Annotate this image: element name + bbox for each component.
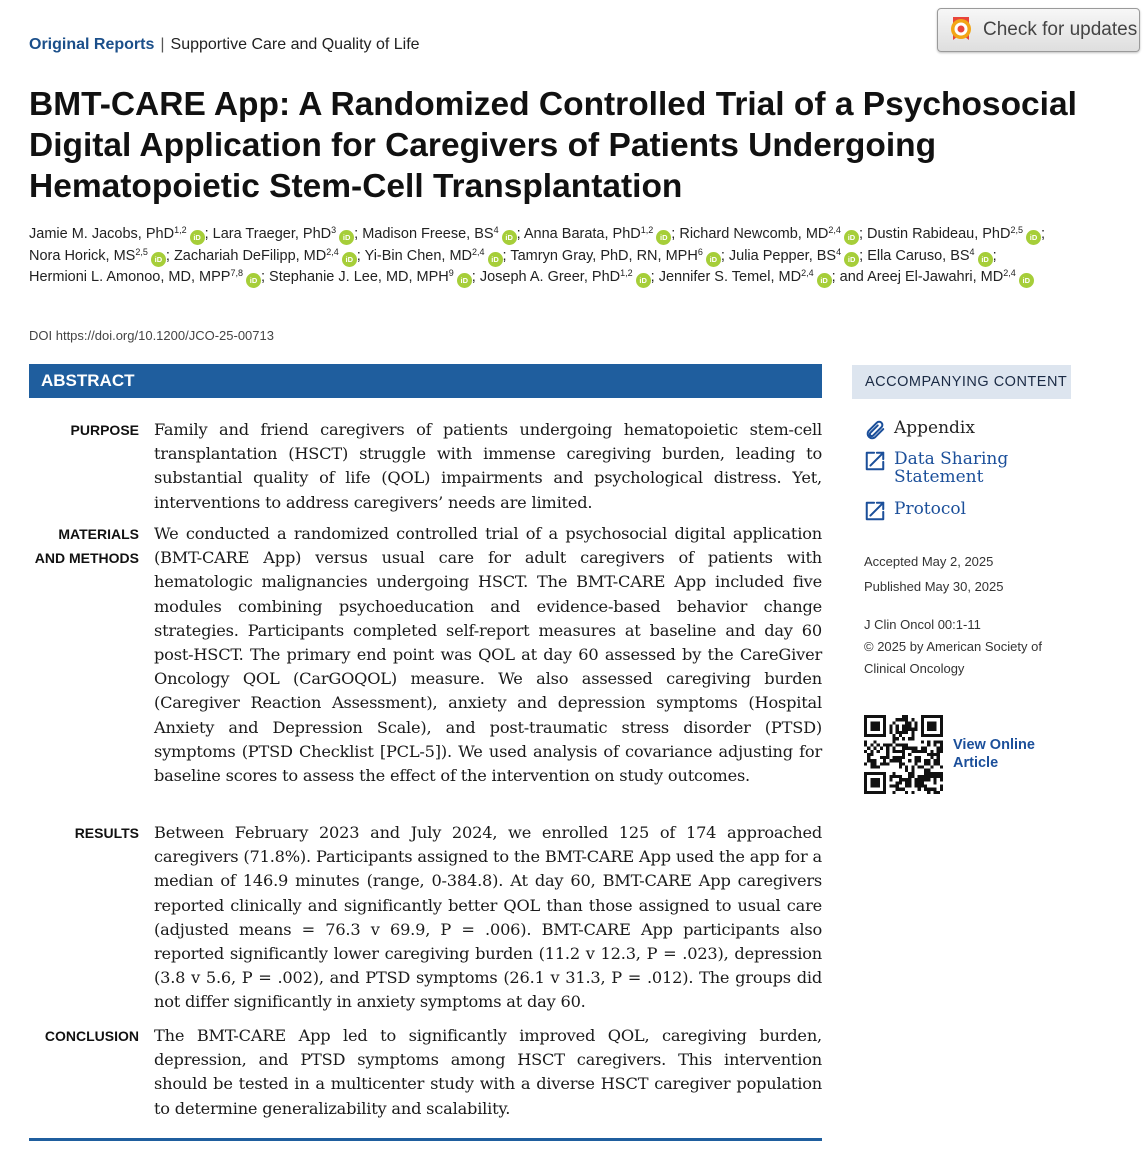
author-separator: ; — [260, 269, 266, 286]
orcid-icon[interactable]: iD — [246, 273, 261, 288]
author-entry — [29, 248, 170, 264]
author-separator: ; — [992, 247, 997, 264]
author-name[interactable]: Richard Newcomb, MD — [679, 226, 829, 242]
orcid-icon[interactable]: iD — [502, 230, 517, 245]
author-entry — [365, 248, 507, 264]
section-text: The BMT-CARE App led to significantly improved QOL, caregiving burden, depression, and PTSD symptoms among HSCT caregivers. This intervention should be tested in a multicenter study with a diverse HSCT caregiver population to determine generalizability and scalability. — [154, 1026, 822, 1118]
author-affiliation: 9 — [448, 268, 454, 279]
external-link-icon — [864, 500, 886, 522]
abstract-bottom-rule — [29, 1138, 822, 1141]
author-affiliation: 6 — [697, 246, 703, 257]
author-separator: ; — [516, 226, 521, 242]
orcid-icon[interactable]: iD — [488, 252, 503, 267]
qr-code[interactable] — [864, 715, 943, 794]
author-affiliation: 4 — [836, 246, 842, 257]
author-name[interactable]: Hermioni L. Amonoo, MD, MPP — [29, 269, 231, 286]
section-secondary[interactable]: Supportive Care and Quality of Life — [170, 36, 420, 53]
orcid-icon[interactable]: iD — [1019, 273, 1034, 288]
orcid-icon[interactable]: iD — [978, 252, 993, 267]
breadcrumb-separator: | — [160, 36, 165, 53]
author-name[interactable]: Anna Barata, PhD — [523, 226, 641, 242]
author-entry — [729, 248, 863, 264]
check-for-updates-button[interactable] — [937, 8, 1140, 52]
author-separator: ; — [165, 247, 170, 264]
author-affiliation: 4 — [969, 246, 975, 257]
author-list — [29, 224, 1069, 289]
accepted-date: Accepted May 2, 2025 — [864, 554, 994, 569]
author-affiliation: 2,4 — [1003, 268, 1016, 279]
author-entry — [29, 269, 265, 285]
orcid-icon[interactable]: iD — [339, 230, 354, 245]
orcid-icon[interactable]: iD — [151, 252, 166, 267]
author-entry — [679, 226, 863, 242]
section-text: Between February 2023 and July 2024, we enrolled 125 of 174 approached caregivers (71.8%). Participants assigned to the BMT-CARE App used the app for a median of 146.9 minutes (range, 0-384.8). At day 60, BMT-CARE App caregivers reported clinically and significantly better QOL than those assigned to usual care (adjusted means = 76.3 v 69.9, P = .006). BMT-CARE App participants also reported significantly lower caregiving burden (11.2 v 12.3, P = .023), depression (3.8 v 5.6, P = .002), and PTSD symptoms (26.1 v 31.3, P = .012). The groups did not differ significantly in anxiety symptoms at day 60. — [154, 823, 822, 1012]
abstract-heading: ABSTRACT — [29, 364, 822, 398]
author-separator: ; — [502, 247, 507, 264]
orcid-icon[interactable]: iD — [190, 230, 205, 245]
author-affiliation: 2,5 — [135, 246, 148, 257]
author-separator: ; — [671, 226, 676, 242]
appendix-link[interactable] — [864, 419, 975, 441]
orcid-icon[interactable]: iD — [457, 273, 472, 288]
author-affiliation: 1,2 — [174, 225, 187, 235]
author-separator: ; — [859, 247, 864, 264]
author-affiliation: 2,4 — [472, 246, 485, 257]
orcid-icon[interactable]: iD — [636, 273, 651, 288]
paperclip-icon — [864, 419, 886, 441]
author-separator: ; — [650, 269, 655, 286]
author-entry — [867, 226, 1045, 242]
author-separator: ; — [831, 269, 836, 286]
section-label: CONCLUSION — [44, 1028, 139, 1044]
author-name[interactable]: Ella Caruso, BS — [867, 247, 970, 264]
author-name[interactable]: Yi-Bin Chen, MD — [364, 247, 473, 264]
author-affiliation: 4 — [493, 225, 499, 235]
appendix-label: Appendix — [894, 418, 975, 438]
author-name[interactable]: Jamie M. Jacobs, PhD — [29, 226, 175, 242]
author-name[interactable]: Lara Traeger, PhD — [212, 226, 332, 242]
copyright: © 2025 by American Society of Clinical Oncology — [864, 639, 1042, 676]
author-entry — [840, 269, 1034, 285]
author-name[interactable]: Tamryn Gray, PhD, RN, MPH — [510, 247, 698, 264]
author-entry — [510, 248, 725, 264]
author-separator: ; — [720, 247, 725, 264]
article-title: BMT-CARE App: A Randomized Controlled Trial of a Psychosocial Digital Application for Caregivers of Patients Undergoing Hematopoietic Stem-Cell Transplantation — [29, 86, 1077, 205]
author-separator: ; — [354, 226, 359, 242]
author-name[interactable]: Nora Horick, MS — [29, 247, 136, 264]
author-affiliation: 2,5 — [1010, 225, 1023, 235]
author-affiliation: 1,2 — [640, 225, 654, 235]
section-text: We conducted a randomized controlled trial of a psychosocial digital application (BMT-CARE App) versus usual care for adult caregivers of patients with hematologic malignancies undergoing HSCT. The BMT-CARE App included five modules combining psychoeducation and evidence-based behavior change strategies. Participants completed self-report measures at baseline and day 60 post-HSCT. The primary end point was QOL at day 60 assessed by the CareGiver Oncology QOL (CarGOQOL) measure. We also assessed caregiving burden (Caregiver Reaction Assessment), anxiety and depression symptoms (Hospital Anxiety and Depression Scale), and post-traumatic stress disorder (PTSD) symptoms (PTSD Checklist [PCL-5]). We used analysis of covariance adjusting for baseline scores to assess the effect of the intervention on study outcomes. — [154, 524, 822, 786]
author-affiliation: 1,2 — [620, 268, 633, 279]
section-label: RESULTS — [74, 825, 139, 841]
citation: J Clin Oncol 00:1-11 — [864, 617, 981, 632]
author-affiliation: 3 — [331, 225, 337, 235]
author-entry — [659, 269, 836, 285]
published-date: Published May 30, 2025 — [864, 579, 1004, 594]
author-entry — [29, 226, 209, 242]
author-affiliation: 7,8 — [230, 268, 243, 279]
protocol-label: Protocol — [894, 499, 967, 519]
orcid-icon[interactable]: iD — [844, 252, 859, 267]
section-label: MATERIALS AND METHODS — [34, 526, 139, 567]
author-entry — [269, 269, 476, 285]
author-separator: ; — [858, 226, 863, 242]
author-entry — [480, 269, 655, 285]
orcid-icon[interactable]: iD — [342, 252, 357, 267]
author-and: and — [839, 269, 868, 286]
author-entry — [174, 248, 361, 264]
author-separator: ; — [1041, 226, 1046, 242]
author-name[interactable]: Jennifer S. Temel, MD — [658, 269, 802, 286]
section-primary[interactable]: Original Reports — [29, 36, 155, 53]
orcid-icon[interactable]: iD — [844, 230, 859, 245]
accompanying-content-heading: ACCOMPANYING CONTENT — [852, 365, 1071, 399]
author-affiliation: 2,4 — [326, 246, 339, 257]
author-name[interactable]: Dustin Rabideau, PhD — [867, 226, 1011, 242]
orcid-icon[interactable]: iD — [1026, 230, 1041, 245]
author-affiliation: 2,4 — [828, 225, 841, 235]
author-name[interactable]: Stephanie J. Lee, MD, MPH — [269, 269, 449, 286]
author-entry — [213, 226, 359, 242]
doi-link[interactable]: DOI https://doi.org/10.1200/JCO-25-00713 — [29, 328, 274, 343]
author-name[interactable]: Madison Freese, BS — [362, 226, 494, 242]
author-separator: ; — [471, 269, 476, 286]
view-online-article-link[interactable]: View Online Article — [953, 737, 1035, 771]
author-entry — [867, 248, 996, 264]
external-link-icon — [864, 450, 886, 472]
orcid-icon[interactable]: iD — [706, 252, 721, 267]
author-name[interactable]: Zachariah DeFilipp, MD — [173, 247, 327, 264]
citation-block — [864, 614, 1074, 680]
section-text: Family and friend caregivers of patients undergoing hematopoietic stem-cell transplantation (HSCT) struggle with immense caregiving burden, leading to substantial quality of life (QOL) impairments and psychological distress. Yet, interventions to address caregivers’ needs are limited. — [154, 420, 822, 512]
author-name[interactable]: Joseph A. Greer, PhD — [479, 269, 621, 286]
author-name[interactable]: Areej El-Jawahri, MD — [867, 269, 1004, 286]
protocol-link[interactable] — [864, 500, 966, 522]
author-entry — [362, 226, 520, 242]
section-breadcrumb — [29, 36, 420, 54]
author-entry — [524, 226, 675, 242]
orcid-icon[interactable]: iD — [817, 273, 832, 288]
author-separator: ; — [204, 226, 209, 242]
section-label: PURPOSE — [70, 422, 139, 438]
author-separator: ; — [356, 247, 361, 264]
data-sharing-statement-link[interactable] — [864, 450, 1024, 486]
author-name[interactable]: Julia Pepper, BS — [728, 247, 837, 264]
data-sharing-statement-label: Data Sharing Statement — [894, 449, 1009, 487]
author-affiliation: 2,4 — [801, 268, 814, 279]
crossmark-icon — [948, 15, 974, 45]
orcid-icon[interactable]: iD — [656, 230, 671, 245]
check-for-updates-label: Check for updates — [983, 19, 1138, 40]
